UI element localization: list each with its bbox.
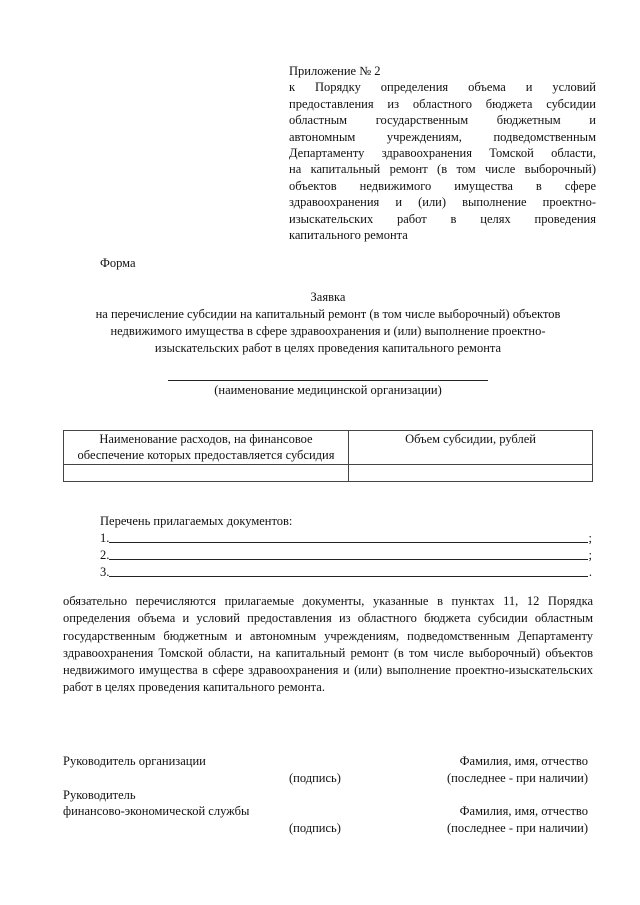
application-subtitle-line: недвижимого имущества в сфере здравоохранения и (или) выполнение проектно- (110, 324, 546, 338)
application-subtitle-line: на перечисление субсидии на капитальный ремонт (в том числе выборочный) объектов (95, 307, 561, 321)
application-subtitle-line: изыскательских работ в целях проведения капитального ремонта (154, 341, 502, 355)
appendix-line: Департаменту здравоохранения Томской области, (289, 146, 596, 161)
document-number: 2. (100, 548, 110, 562)
document-terminator: ; (588, 548, 592, 562)
expenses-table (63, 430, 593, 482)
fin-name-note: (последнее - при наличии) (447, 821, 588, 835)
document-line-3[interactable] (100, 563, 592, 580)
appendix-line: областным государственным бюджетным и (289, 113, 596, 128)
appendix-line: автономным учреждениям, подведомственным (289, 129, 596, 144)
fin-name-label: Фамилия, имя, отчество (459, 804, 588, 818)
head-signature-label: (подпись) (289, 771, 341, 785)
documents-note: обязательно перечисляются прилагаемые документы, указанные в пунктах 11, 12 Порядка определения объема и условий предоставления из областного бюджета субсидии областным государственным бюджетным и автономным учреждениям, подведомственным Департаменту здравоохранения Томской области, на капитальный ремонт (в том числе выборочный) объектов недвижимого имущества в сфере здравоохранения и (или) выполнение проектно-изыскательских работ в целях проведения капитального ремонта. (63, 594, 593, 695)
appendix-body (289, 79, 596, 243)
appendix-line: на капитальный ремонт (в том числе выборочный) (289, 162, 596, 177)
application-title-block (48, 289, 608, 357)
header-expense-name: Наименование расходов, на финансовое обеспечение которых предоставляется субсидия (64, 431, 349, 465)
document-blank[interactable] (109, 576, 588, 577)
document-number: 1. (100, 531, 110, 545)
table-cell[interactable] (349, 465, 593, 482)
document-number: 3. (100, 565, 110, 579)
header-subsidy-amount: Объем субсидии, рублей (349, 431, 593, 465)
organization-name-caption: (наименование медицинской организации) (214, 383, 442, 397)
document-blank[interactable] (109, 542, 587, 543)
organization-name-line[interactable] (168, 380, 488, 381)
fin-title-line-2: финансово-экономической службы (63, 804, 250, 818)
head-title: Руководитель организации (63, 754, 206, 768)
form-label: Форма (100, 256, 136, 270)
appendix-line: объектов недвижимого имущества в сфере (289, 178, 596, 193)
appendix-line: к Порядку определения объема и условий (289, 80, 596, 95)
appendix-line: изыскательских работ в целях проведения (289, 211, 596, 226)
application-title: Заявка (310, 290, 346, 304)
document-terminator: . (588, 565, 592, 579)
head-name-label: Фамилия, имя, отчество (459, 754, 588, 768)
fin-title-line-1: Руководитель (63, 788, 136, 802)
document-blank[interactable] (109, 559, 587, 560)
table-cell[interactable] (64, 465, 349, 482)
appendix-line: здравоохранения и (или) выполнение проектно- (289, 195, 596, 210)
document-line-1[interactable] (100, 529, 592, 546)
appendix-line: капитального ремонта (289, 228, 408, 243)
document-line-2[interactable] (100, 546, 592, 563)
appendix-title: Приложение № 2 (289, 64, 381, 78)
head-name-note: (последнее - при наличии) (447, 771, 588, 785)
appendix-line: предоставления из областного бюджета субсидии (289, 96, 596, 111)
fin-signature-label: (подпись) (289, 821, 341, 835)
table-header-row (64, 431, 593, 465)
appendix-header (289, 63, 596, 243)
table-row (64, 465, 593, 482)
documents-list-title: Перечень прилагаемых документов: (100, 514, 293, 528)
document-terminator: ; (588, 531, 592, 545)
